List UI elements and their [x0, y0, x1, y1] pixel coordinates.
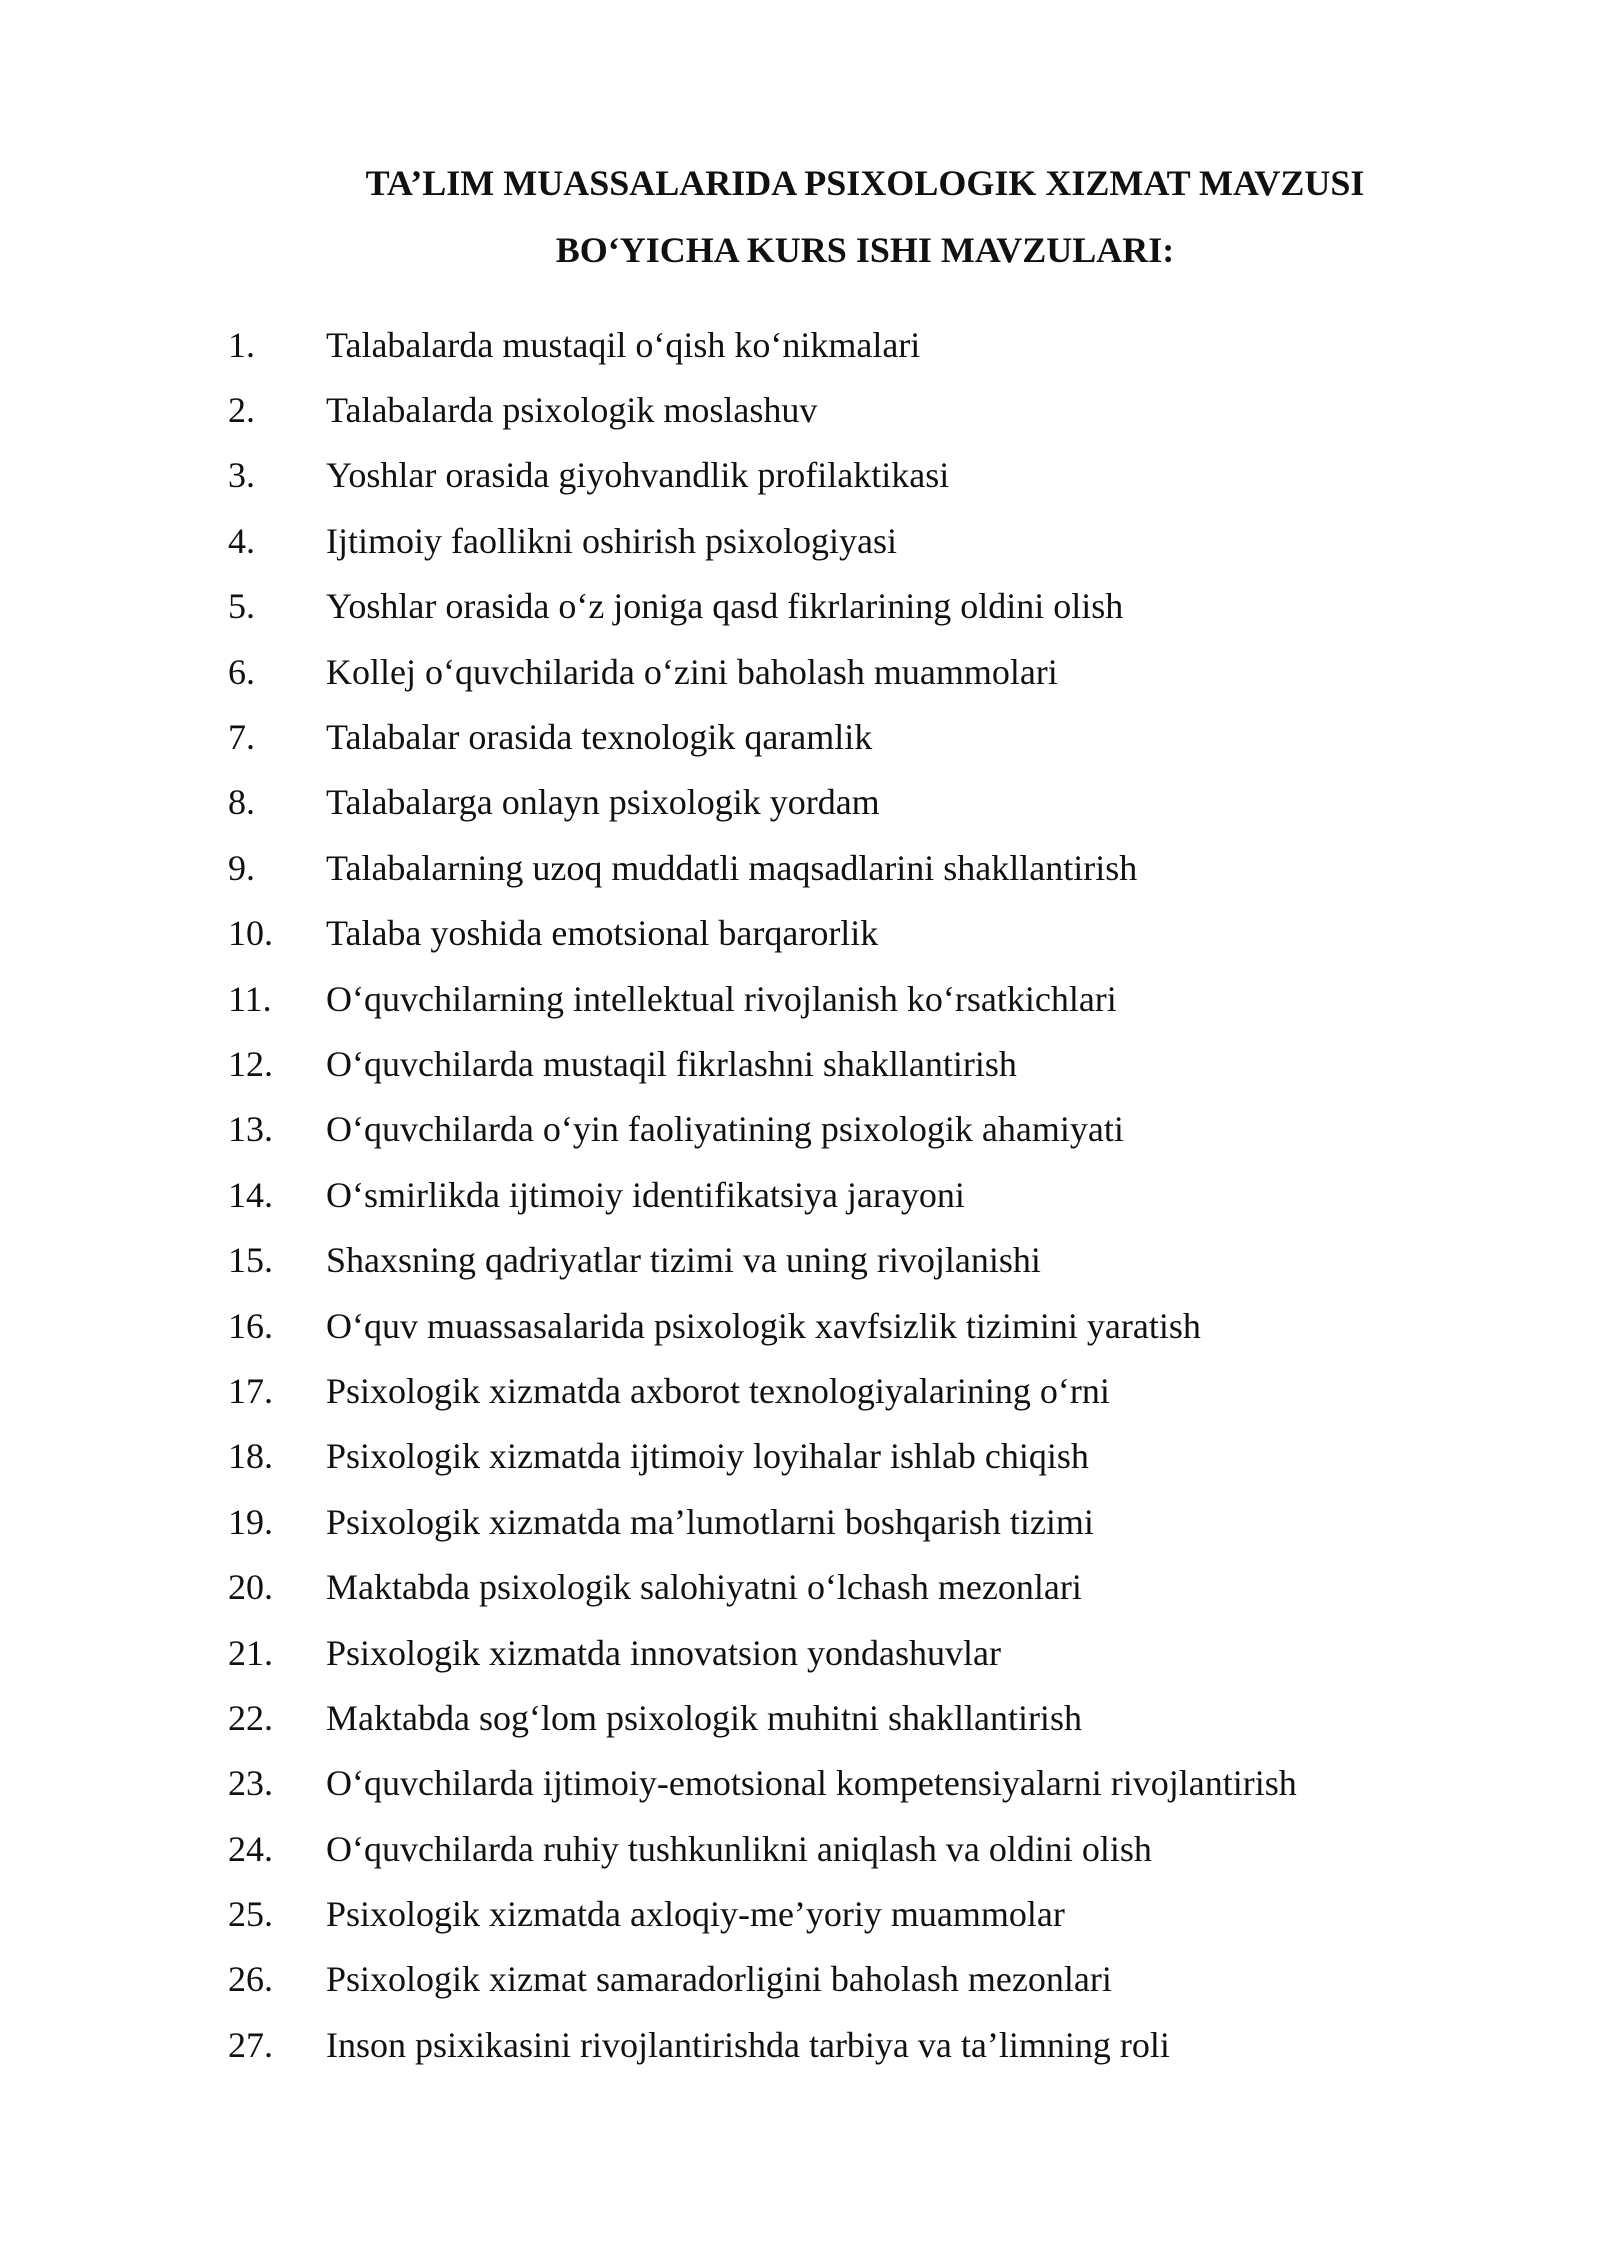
list-item: [228, 1620, 1428, 1685]
list-item: [228, 1162, 1428, 1227]
list-item: [228, 901, 1428, 966]
list-item-text: Psixologik xizmatda axborot texnologiyalarining o‘rni: [326, 1370, 1110, 1411]
list-item: [228, 1816, 1428, 1881]
list-item-number: 9.: [228, 847, 255, 888]
list-item: [228, 574, 1428, 639]
list-item: [228, 2012, 1428, 2077]
list-item-text: Talabalarga onlayn psixologik yordam: [326, 782, 880, 823]
list-item: [228, 704, 1428, 769]
list-item: [228, 1947, 1428, 2012]
list-item-number: 7.: [228, 717, 255, 758]
list-item-text: Talabalar orasida texnologik qaramlik: [326, 717, 873, 758]
list-item-number: 13.: [228, 1109, 273, 1150]
list-item-text: Maktabda psixologik salohiyatni o‘lchash mezonlari: [326, 1567, 1082, 1608]
list-item-text: Psixologik xizmatda ijtimoiy loyihalar ishlab chiqish: [326, 1436, 1089, 1477]
list-item: [228, 312, 1428, 377]
list-item-number: 24.: [228, 1828, 273, 1869]
list-item-number: 20.: [228, 1567, 273, 1608]
list-item: [228, 1031, 1428, 1096]
list-item-text: Shaxsning qadriyatlar tizimi va uning rivojlanishi: [326, 1240, 1041, 1281]
list-item-text: Talabalarning uzoq muddatli maqsadlarini shakllantirish: [326, 847, 1138, 888]
list-item-number: 11.: [228, 978, 272, 1019]
list-item: [228, 1293, 1428, 1358]
list-item: [228, 835, 1428, 900]
list-item: [228, 1424, 1428, 1489]
list-item: [228, 966, 1428, 1031]
list-item-text: Psixologik xizmat samaradorligini baholash mezonlari: [326, 1959, 1112, 2000]
list-item-text: O‘smirlikda ijtimoiy identifikatsiya jarayoni: [326, 1174, 965, 1215]
list-item-number: 4.: [228, 520, 255, 561]
list-item-number: 23.: [228, 1763, 273, 1804]
title-line-2: BO‘YICHA KURS ISHI MAVZULARI:: [555, 230, 1175, 270]
list-item-number: 8.: [228, 782, 255, 823]
list-item-text: Psixologik xizmatda ma’lumotlarni boshqarish tizimi: [326, 1501, 1094, 1542]
list-item-number: 2.: [228, 390, 255, 431]
list-item-number: 19.: [228, 1501, 273, 1542]
list-item-text: Ijtimoiy faollikni oshirish psixologiyasi: [326, 520, 897, 561]
list-item-number: 16.: [228, 1305, 273, 1346]
list-item-number: 1.: [228, 324, 255, 365]
list-item-number: 17.: [228, 1370, 273, 1411]
list-item-text: O‘quvchilarda o‘yin faoliyatining psixologik ahamiyati: [326, 1109, 1124, 1150]
list-item: [228, 639, 1428, 704]
list-item-number: 5.: [228, 586, 255, 627]
list-item-text: O‘quvchilarda mustaqil fikrlashni shakllantirish: [326, 1043, 1017, 1084]
list-item-number: 21.: [228, 1632, 273, 1673]
list-item-text: Talaba yoshida emotsional barqarorlik: [326, 913, 879, 954]
list-item: [228, 1097, 1428, 1162]
list-item-number: 27.: [228, 2024, 273, 2065]
course-topic-list: [228, 312, 1428, 2078]
list-item: [228, 1554, 1428, 1619]
list-item-text: Yoshlar orasida giyohvandlik profilaktikasi: [326, 455, 950, 496]
list-item-number: 3.: [228, 455, 255, 496]
title-line-1: TA’LIM MUASSALARIDA PSIXOLOGIK XIZMAT MAVZUSI: [365, 163, 1365, 203]
list-item-text: Inson psixikasini rivojlantirishda tarbiya va ta’limning roli: [326, 2024, 1170, 2065]
list-item: [228, 443, 1428, 508]
list-item: [228, 377, 1428, 442]
list-item-text: Psixologik xizmatda innovatsion yondashuvlar: [326, 1632, 1001, 1673]
list-item-text: Maktabda sog‘lom psixologik muhitni shakllantirish: [326, 1697, 1082, 1738]
list-item: [228, 1751, 1428, 1816]
list-item-text: Kollej o‘quvchilarida o‘zini baholash muammolari: [326, 651, 1058, 692]
list-item-number: 25.: [228, 1894, 273, 1935]
list-item-text: O‘quvchilarda ruhiy tushkunlikni aniqlash va oldini olish: [326, 1828, 1152, 1869]
list-item: [228, 1685, 1428, 1750]
list-item-number: 15.: [228, 1240, 273, 1281]
list-item: [228, 770, 1428, 835]
list-item-text: Psixologik xizmatda axloqiy-me’yoriy muammolar: [326, 1894, 1065, 1935]
list-item: [228, 1358, 1428, 1423]
list-item-number: 14.: [228, 1174, 273, 1215]
list-item-number: 6.: [228, 651, 255, 692]
list-item-text: Talabalarda mustaqil o‘qish ko‘nikmalari: [326, 324, 921, 365]
list-item: [228, 1881, 1428, 1946]
list-item-text: O‘quv muassasalarida psixologik xavfsizlik tizimini yaratish: [326, 1305, 1201, 1346]
document-title: [330, 150, 1400, 284]
list-item-text: Talabalarda psixologik moslashuv: [326, 390, 818, 431]
list-item-text: Yoshlar orasida o‘z joniga qasd fikrlarining oldini olish: [326, 586, 1124, 627]
list-item-number: 22.: [228, 1697, 273, 1738]
list-item-text: O‘quvchilarda ijtimoiy-emotsional kompetensiyalarni rivojlantirish: [326, 1763, 1297, 1804]
list-item-number: 18.: [228, 1436, 273, 1477]
list-item-number: 26.: [228, 1959, 273, 2000]
list-item-number: 12.: [228, 1043, 273, 1084]
list-item: [228, 1489, 1428, 1554]
list-item-number: 10.: [228, 913, 273, 954]
list-item-text: O‘quvchilarning intellektual rivojlanish ko‘rsatkichlari: [326, 978, 1117, 1019]
list-item: [228, 1227, 1428, 1292]
list-item: [228, 508, 1428, 573]
